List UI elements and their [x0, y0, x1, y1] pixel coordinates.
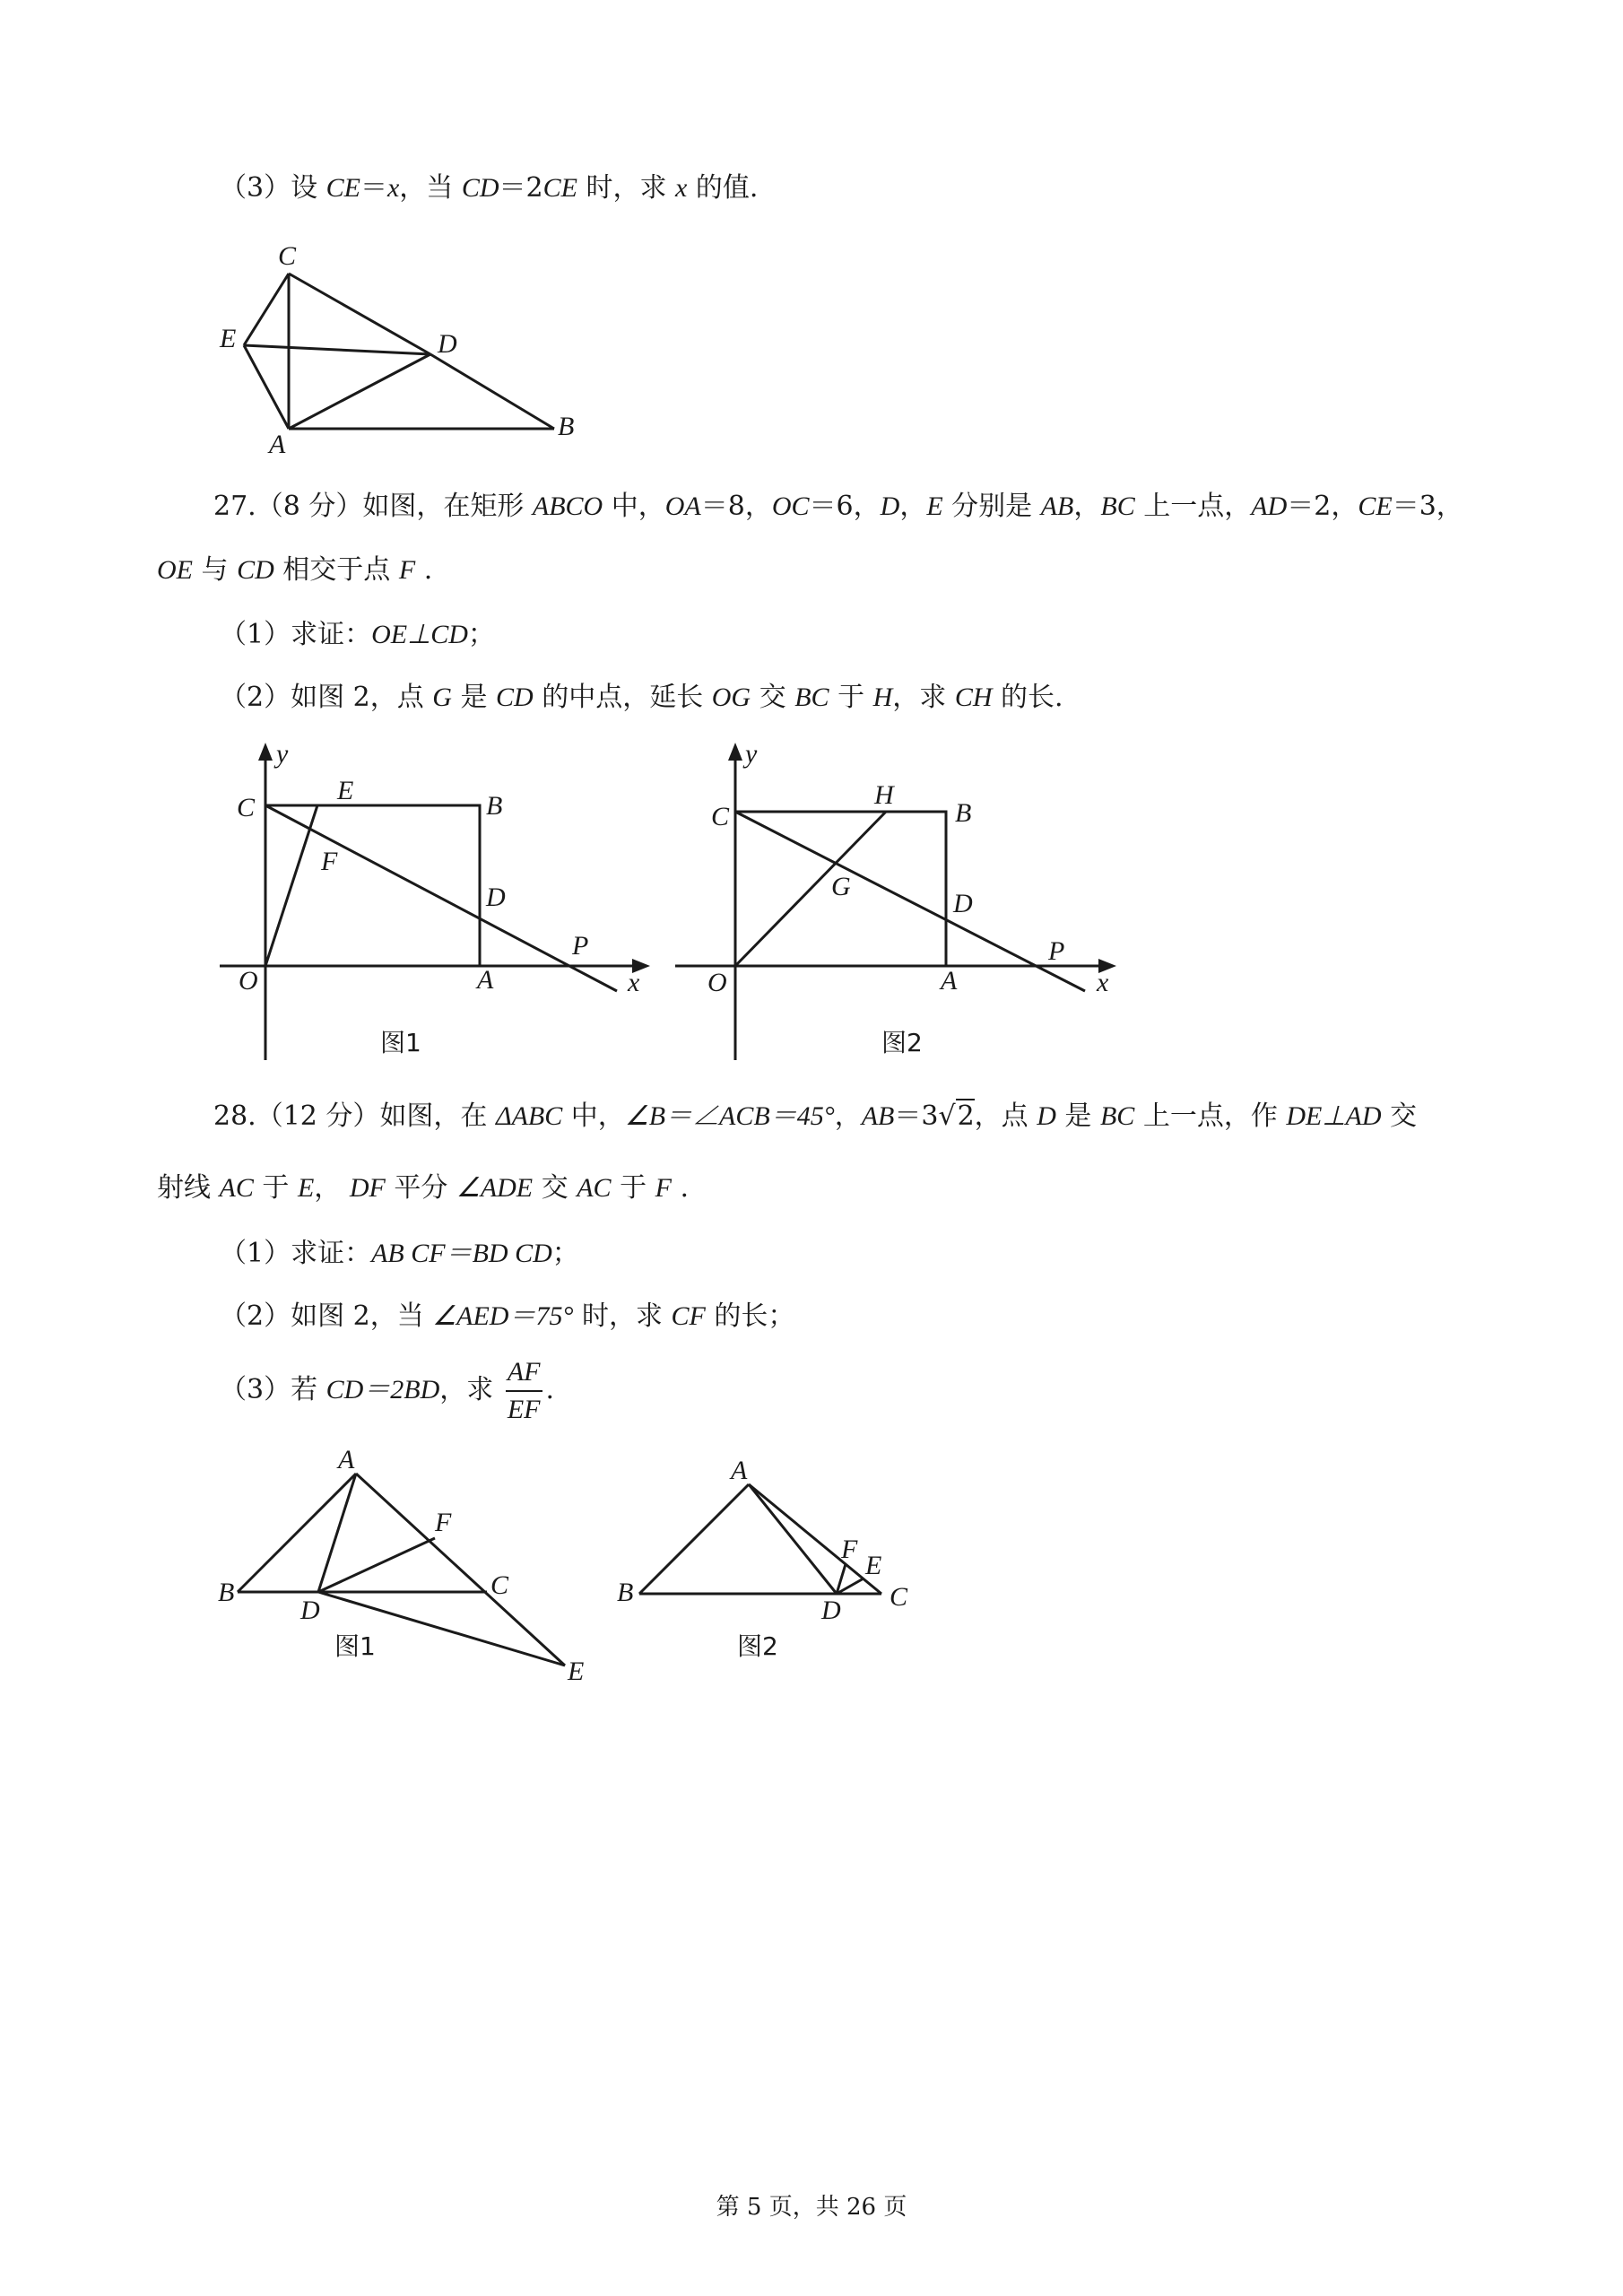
text: 时，求 — [577, 172, 676, 204]
segment-ec — [244, 274, 289, 345]
text: 的值. — [687, 172, 759, 204]
text: 如图，在矩形 — [362, 491, 533, 522]
text: ， — [1073, 491, 1101, 522]
var: x — [675, 173, 688, 203]
var: ABCO — [532, 491, 603, 521]
label-g: G — [831, 872, 851, 901]
var: AD — [1251, 491, 1288, 521]
var: CD — [237, 555, 274, 585]
label-e: E — [865, 1551, 882, 1580]
var: D — [1037, 1101, 1056, 1131]
text: ， — [899, 491, 927, 522]
text: ，求 — [439, 1374, 502, 1405]
var: CE — [1358, 491, 1393, 521]
label-f: F — [321, 847, 338, 876]
segment-oe — [265, 805, 317, 966]
text: 上一点， — [1134, 491, 1252, 522]
expr: CD＝2BD — [325, 1375, 440, 1405]
q28-figure-2 — [610, 1439, 933, 1673]
label-d: D — [438, 329, 457, 359]
var: G — [432, 683, 452, 712]
label-x: x — [1097, 968, 1109, 997]
text: ， — [314, 1172, 350, 1204]
var: OA — [664, 491, 701, 521]
segment-ed — [244, 345, 430, 354]
expr: ∠AED＝75° — [432, 1301, 574, 1331]
text: ＝6， — [809, 491, 881, 522]
label-c: C — [237, 793, 256, 822]
q28-line2 — [157, 1170, 689, 1206]
text: . — [545, 1374, 555, 1405]
text: 是 — [451, 682, 496, 713]
var: E — [926, 491, 943, 521]
var: AC — [219, 1173, 254, 1203]
text: （2）如图 2，当 — [220, 1300, 433, 1332]
q27-part2 — [220, 680, 1063, 716]
line-cp — [735, 812, 1085, 991]
var: x — [386, 173, 400, 203]
segment-db — [430, 354, 554, 429]
text: . — [671, 1172, 690, 1204]
fraction-denominator: EF — [507, 1395, 541, 1424]
var: E — [297, 1173, 315, 1203]
var: CE — [325, 173, 360, 203]
label-f: F — [841, 1535, 858, 1564]
text: 与 — [193, 554, 238, 586]
expr: DE⊥AD — [1286, 1101, 1382, 1131]
text: （3）若 — [220, 1374, 326, 1405]
text: ＝8， — [700, 491, 772, 522]
label-d: D — [821, 1596, 841, 1625]
question-number: 28. — [213, 1100, 256, 1132]
segment-oh — [735, 812, 886, 966]
var: F — [398, 555, 416, 585]
label-h: H — [874, 780, 894, 810]
q28-figure-1 — [211, 1439, 605, 1691]
var: BC — [1100, 491, 1135, 521]
text: ＝3， — [1392, 491, 1463, 522]
var: BC — [1099, 1101, 1135, 1131]
label-d: D — [486, 883, 506, 912]
expr: ΔABC — [495, 1101, 563, 1131]
score: （8 分） — [256, 491, 363, 522]
expr: ∠ADE — [456, 1173, 534, 1203]
label-p: P — [1048, 936, 1065, 966]
text: （3）设 — [220, 172, 326, 204]
label-b: B — [558, 412, 575, 441]
segment-ea — [244, 345, 289, 429]
text: 射线 — [157, 1172, 220, 1204]
caption: 图2 — [737, 1631, 778, 1661]
label-a: A — [477, 965, 494, 995]
var: CE — [542, 173, 577, 203]
text: 交 — [751, 682, 795, 713]
text: ， — [834, 1100, 862, 1132]
var: AC — [577, 1173, 612, 1203]
segment-df — [318, 1538, 435, 1592]
text: （1）求证： — [220, 1238, 372, 1269]
label-o: O — [707, 968, 727, 997]
text: （2）如图 2，点 — [220, 682, 433, 713]
var: CD — [496, 683, 534, 712]
text: ，求 — [892, 682, 955, 713]
text: ＝2 — [499, 172, 543, 204]
var: F — [655, 1173, 672, 1203]
var: BC — [794, 683, 829, 712]
label-e: E — [220, 324, 237, 353]
var: CD — [461, 173, 499, 203]
label-f: F — [435, 1508, 452, 1537]
text: 中， — [603, 491, 665, 522]
expr: OE⊥CD — [371, 620, 468, 649]
label-o: O — [239, 966, 258, 996]
label-b: B — [955, 798, 972, 828]
var: OC — [771, 491, 810, 521]
q27-figure-1 — [206, 735, 664, 1067]
question-number: 27. — [213, 491, 256, 522]
q27-part1 — [220, 617, 495, 653]
caption: 图1 — [380, 1028, 421, 1057]
segment-ad — [749, 1484, 837, 1594]
text: （1）求证： — [220, 619, 372, 650]
var: H — [872, 683, 893, 712]
label-a: A — [269, 430, 286, 457]
var: CH — [954, 683, 993, 712]
text: 交 — [533, 1172, 577, 1204]
text: 的长. — [992, 682, 1063, 713]
text: ＝2， — [1287, 491, 1358, 522]
q28-part2 — [220, 1299, 794, 1335]
text: 于 — [611, 1172, 655, 1204]
label-c: C — [890, 1582, 908, 1612]
q28-part1 — [220, 1236, 579, 1272]
y-axis-arrow — [728, 743, 742, 761]
segment-cd — [289, 274, 430, 354]
text: 中， — [562, 1100, 625, 1132]
text: ； — [551, 1238, 579, 1269]
y-axis-arrow — [258, 743, 273, 761]
text: ，点 — [974, 1100, 1037, 1132]
label-y: y — [276, 739, 289, 769]
segment-ab — [639, 1484, 749, 1594]
q27-line2 — [157, 552, 432, 588]
text: 是 — [1055, 1100, 1100, 1132]
text: ＝3 — [894, 1100, 939, 1132]
page-footer: 第 5 页，共 26 页 — [716, 2194, 907, 2221]
text: . — [415, 554, 433, 586]
var: DF — [349, 1173, 386, 1203]
segment-ad — [289, 354, 430, 429]
text: 时，求 — [573, 1300, 672, 1332]
label-c: C — [490, 1570, 509, 1600]
text: 分别是 — [942, 491, 1041, 522]
rectangle-cba — [265, 805, 480, 966]
expr: AB CF＝BD CD — [371, 1239, 552, 1268]
label-y: y — [745, 739, 758, 769]
label-p: P — [572, 931, 589, 961]
label-a: A — [338, 1445, 355, 1474]
var: AB — [1040, 491, 1074, 521]
text: 的中点，延长 — [533, 682, 712, 713]
q28-part3 — [220, 1354, 554, 1428]
q27-figure-2 — [668, 735, 1125, 1067]
line-cp — [265, 805, 617, 991]
label-c: C — [278, 241, 297, 271]
text: 上一点，作 — [1134, 1100, 1287, 1132]
text: ； — [467, 619, 495, 650]
fraction — [506, 1354, 542, 1428]
caption: 图1 — [334, 1631, 376, 1661]
text: 交 — [1381, 1100, 1418, 1132]
text: 如图，在 — [379, 1100, 496, 1132]
label-a: A — [731, 1456, 748, 1485]
q26-part3 — [220, 170, 758, 206]
var: AB — [861, 1101, 895, 1131]
expr: ∠B＝∠ACB＝45° — [624, 1101, 835, 1131]
text: 平分 — [385, 1172, 456, 1204]
score: （12 分） — [256, 1100, 380, 1132]
q26-figure — [206, 233, 601, 457]
ray-ae — [356, 1474, 565, 1665]
label-b: B — [617, 1578, 634, 1607]
var: CF — [671, 1301, 706, 1331]
var: OG — [711, 683, 751, 712]
label-d: D — [953, 889, 973, 918]
sqrt-arg: 2 — [957, 1100, 975, 1132]
var: OE — [157, 555, 193, 585]
caption: 图2 — [881, 1028, 923, 1057]
segment-ac — [749, 1484, 881, 1594]
label-x: x — [628, 968, 640, 997]
label-a: A — [941, 966, 958, 996]
label-d: D — [300, 1596, 320, 1625]
text: 于 — [829, 682, 873, 713]
label-e: E — [568, 1657, 585, 1686]
text: 的长； — [705, 1300, 795, 1332]
q27-line1 — [213, 489, 1463, 525]
text: 相交于点 — [273, 554, 399, 586]
var: D — [880, 491, 900, 521]
text: ，当 — [399, 172, 462, 204]
text: ＝ — [360, 172, 387, 204]
label-b: B — [486, 791, 503, 821]
text: 于 — [253, 1172, 298, 1204]
label-c: C — [711, 802, 730, 831]
label-b: B — [218, 1578, 235, 1607]
label-e: E — [337, 776, 354, 805]
q28-line1: 28.（12 分）如图，在 ΔABC 中，∠B＝∠ACB＝45°，AB＝3√2，点 D 是 BC 上一点，作 DE⊥AD 交 — [213, 1100, 1418, 1132]
fraction-numerator: AF — [506, 1354, 542, 1392]
